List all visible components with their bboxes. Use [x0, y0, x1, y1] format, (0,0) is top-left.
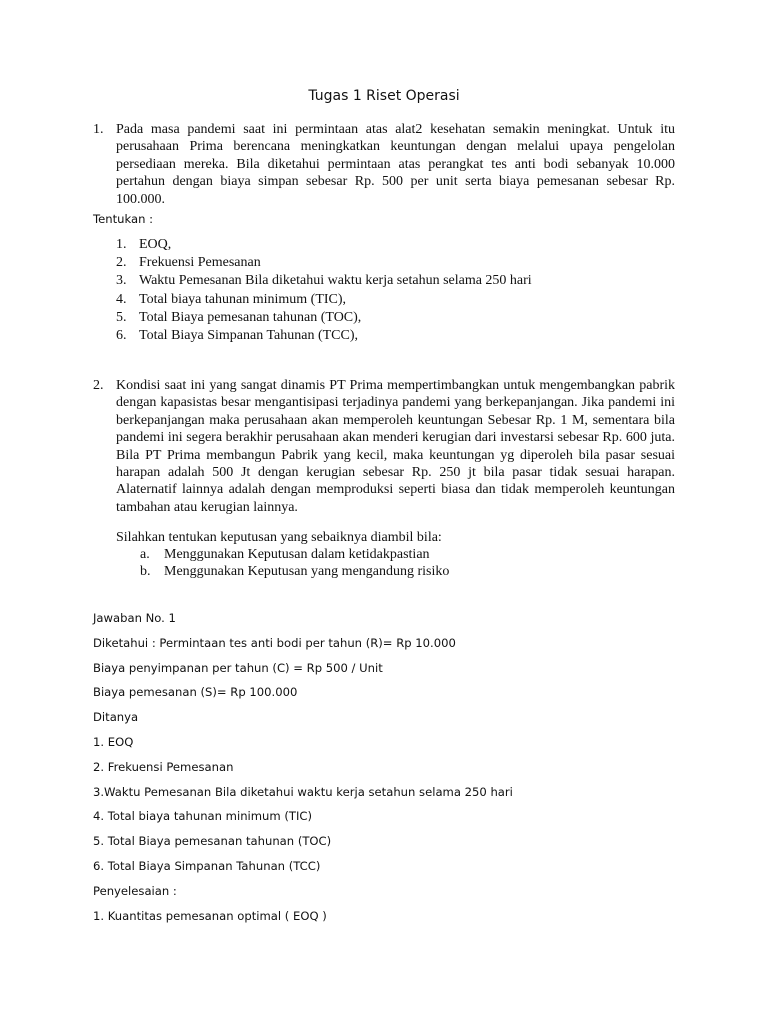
list-item-number: 1.: [116, 237, 127, 252]
answer-given-demand: Diketahui : Permintaan tes anti bodi per tahun (R)= Rp 10.000: [93, 635, 456, 650]
list-item: [140, 546, 660, 563]
question-1-text: Pada masa pandemi saat ini permintaan atas alat2 kesehatan semakin meningkat. Untuk itu perusahaan Prima berencana meningkatkan keuntungan dengan melalui upaya pengelolan persediaan mereka. Bila diketahui permintaan atas perangkat tes anti bodi sebanyak 10.000 pertahun dengan biaya simpan sebesar Rp. 500 per unit serta biaya pemesanan sebesar Rp. 100.000.: [116, 122, 675, 207]
answer-asked-item: 1. EOQ: [93, 734, 134, 749]
tentukan-label: Tentukan :: [93, 212, 154, 226]
answer-given-holding-cost: Biaya penyimpanan per tahun (C) = Rp 500 / Unit: [93, 660, 383, 675]
question-2-number: 2.: [93, 378, 104, 393]
list-item: [140, 563, 660, 580]
list-item-number: 6.: [116, 327, 127, 343]
list-item-text: Waktu Pemesanan Bila diketahui waktu kerja setahun selama 250 hari: [139, 273, 532, 289]
list-item-number: 3.: [116, 273, 127, 289]
list-item-text: Frekuensi Pemesanan: [139, 255, 261, 271]
question-1-task-list: [116, 236, 676, 345]
question-2-text: Kondisi saat ini yang sangat dinamis PT Prima mempertimbangkan untuk mengembangkan pabrik dengan kapasistas besar mengantisipasi terjadinya pandemi yang berkepanjangan. Jika pandemi ini berkepanjangan maka perusahaan akan memperoleh keuntungan Sebesar Rp. 1 M, sementara bila pandemi ini segera berakhir perusahaan akan menderi kerugian dari investarsi sebesar Rp. 600 juta. Bila PT Prima membangun Pabrik yang kecil, maka keuntungan yg diperoleh bila pasar sesuai harapan adalah 500 Jt dengan kerugian sebesar Rp. 250 jt bila pasar tidak sesuai harapan. Alaternatif lainnya adalah dengan memproduksi seperti biasa dan tidak memperoleh keuntungan tambahan atau kerugian lainnya.: [116, 378, 675, 515]
list-item-number: 4.: [116, 291, 127, 307]
answer-solution-label: Penyelesaian :: [93, 883, 177, 898]
answer-asked-item: 4. Total biaya tahunan minimum (TIC): [93, 809, 313, 824]
option-text: Menggunakan Keputusan dalam ketidakpastian: [164, 547, 430, 562]
answer-heading: Jawaban No. 1: [93, 611, 176, 625]
list-item: [116, 327, 676, 345]
list-item: [116, 236, 676, 254]
document-title: Tugas 1 Riset Operasi: [308, 88, 460, 104]
list-item-text: EOQ,: [139, 237, 172, 252]
question-2-options: [140, 546, 660, 581]
answer-asked-item: 3.Waktu Pemesanan Bila diketahui waktu kerja setahun selama 250 hari: [93, 784, 513, 799]
list-item: [116, 254, 676, 272]
list-item: [116, 309, 676, 327]
answer-given-order-cost: Biaya pemesanan (S)= Rp 100.000: [93, 685, 298, 700]
list-item: [116, 272, 676, 290]
question-1-number: 1.: [93, 122, 104, 137]
answer-asked-item: 2. Frekuensi Pemesanan: [93, 759, 234, 774]
question-2-instruction: Silahkan tentukan keputusan yang sebaiknya diambil bila:: [116, 530, 442, 545]
option-text: Menggunakan Keputusan yang mengandung risiko: [164, 564, 450, 580]
option-letter: b.: [140, 564, 151, 580]
answer-solution-step: 1. Kuantitas pemesanan optimal ( EOQ ): [93, 908, 327, 923]
answer-asked-item: 5. Total Biaya pemesanan tahunan (TOC): [93, 834, 332, 849]
option-letter: a.: [140, 547, 150, 562]
list-item-number: 2.: [116, 255, 127, 271]
answer-asked-item: 6. Total Biaya Simpanan Tahunan (TCC): [93, 858, 321, 873]
list-item-text: Total Biaya pemesanan tahunan (TOC),: [139, 309, 362, 325]
answer-section: [93, 611, 513, 933]
list-item: [116, 291, 676, 309]
list-item-text: Total Biaya Simpanan Tahunan (TCC),: [139, 327, 359, 343]
list-item-number: 5.: [116, 309, 127, 325]
list-item-text: Total biaya tahunan minimum (TIC),: [139, 291, 347, 307]
answer-asked-label: Ditanya: [93, 710, 139, 725]
